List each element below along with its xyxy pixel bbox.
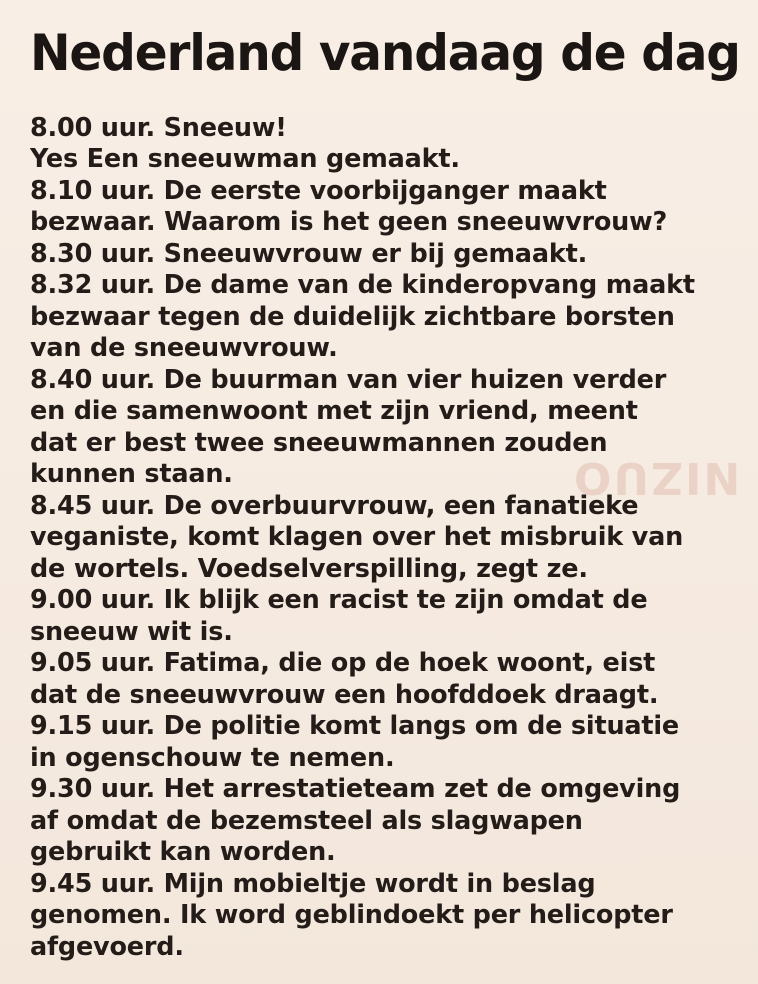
- document-body: [30, 113, 742, 963]
- text-line: 9.30 uur. Het arrestatieteam zet de omgeving: [30, 774, 681, 805]
- text-line: dat de sneeuwvrouw een hoofddoek draagt.: [30, 679, 659, 710]
- text-line: bezwaar. Waarom is het geen sneeuwvrouw?: [30, 207, 668, 238]
- text-line: 9.00 uur. Ik blijk een racist te zijn omdat de: [30, 585, 648, 616]
- text-line: afgevoerd.: [30, 931, 184, 962]
- text-line: 8.32 uur. De dame van de kinderopvang maakt: [30, 270, 695, 301]
- text-line: van de sneeuwvrouw.: [30, 333, 338, 364]
- text-line: bezwaar tegen de duidelijk zichtbare borsten: [30, 301, 675, 332]
- text-line: 8.00 uur. Sneeuw!: [30, 113, 287, 143]
- text-line: genomen. Ik word geblindoekt per helicopter: [30, 900, 673, 931]
- text-line: en die samenwoont met zijn vriend, meent: [30, 396, 638, 427]
- text-line: kunnen staan.: [30, 459, 233, 490]
- text-line: de wortels. Voedselverspilling, zegt ze.: [30, 553, 588, 584]
- text-line: sneeuw wit is.: [30, 616, 233, 647]
- text-line: 8.10 uur. De eerste voorbijganger maakt: [30, 175, 607, 206]
- text-line: 9.15 uur. De politie komt langs om de situatie: [30, 711, 680, 742]
- text-line: dat er best twee sneeuwmannen zouden: [30, 427, 608, 458]
- text-line: 8.30 uur. Sneeuwvrouw er bij gemaakt.: [30, 238, 588, 269]
- text-line: in ogenschouw te nemen.: [30, 742, 395, 773]
- text-line: af omdat de bezemsteel als slagwapen: [30, 805, 583, 836]
- text-line: 9.45 uur. Mijn mobieltje wordt in beslag: [30, 868, 596, 899]
- page-title: Nederland vandaag de dag: [30, 24, 740, 82]
- text-line: 8.40 uur. De buurman van vier huizen verder: [30, 364, 667, 395]
- text-line: 9.05 uur. Fatima, die op de hoek woont, eist: [30, 648, 656, 679]
- text-line: gebruikt kan worden.: [30, 837, 336, 868]
- watermark-text: NIZUO: [571, 452, 740, 503]
- text-line: veganiste, komt klagen over het misbruik van: [30, 522, 684, 553]
- text-line: 8.45 uur. De overbuurvrouw, een fanatieke: [30, 490, 639, 521]
- text-line: Yes Een sneeuwman gemaakt.: [30, 144, 460, 175]
